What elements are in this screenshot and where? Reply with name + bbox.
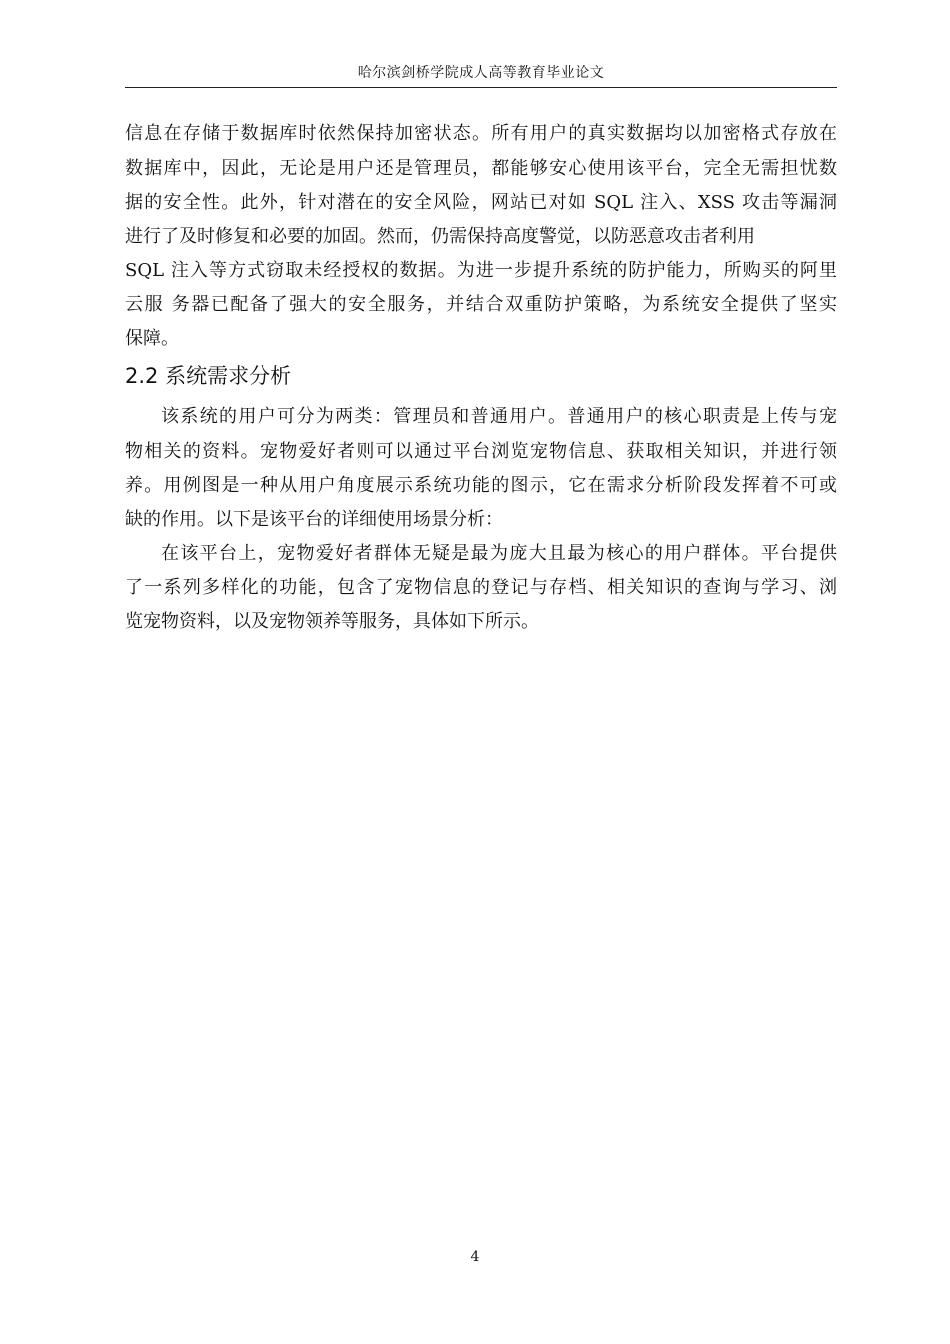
- para1-line-2: 物相关的资料。宠物爱好者则可以通过平台浏览宠物信息、获取相关知识，并进行领: [125, 441, 837, 462]
- para1-line-3: 养。用例图是一种从用户角度展示系统功能的图示，它在需求分析阶段发挥着不可或: [125, 475, 837, 496]
- intro-line-7: 保障。: [125, 328, 179, 349]
- intro-line-6: 云服 务器已配备了强大的安全服务，并结合双重防护策略，为系统安全提供了坚实: [125, 294, 837, 315]
- para1-line-4: 缺的作用。以下是该平台的详细使用场景分析：: [125, 509, 503, 530]
- para2-line-3: 览宠物资料，以及宠物领养等服务，具体如下所示。: [125, 611, 539, 632]
- intro-line-3: 据的安全性。此外，针对潜在的安全风险，网站已对如 SQL 注入、XSS 攻击等漏洞: [125, 192, 837, 213]
- para2-line-2: 了一系列多样化的功能，包含了宠物信息的登记与存档、相关知识的查询与学习、浏: [125, 577, 837, 598]
- intro-line-2: 数据库中，因此，无论是用户还是管理员，都能够安心使用该平台，完全无需担忧数: [125, 158, 837, 179]
- intro-line-5: SQL 注入等方式窃取未经授权的数据。为进一步提升系统的防护能力，所购买的阿里: [125, 260, 837, 281]
- page-header-title: 哈尔滨剑桥学院成人高等教育毕业论文: [357, 65, 605, 81]
- para1-line-1: 该系统的用户可分为两类：管理员和普通用户。普通用户的核心职责是上传与宠: [161, 406, 837, 427]
- intro-line-1: 信息在存储于数据库时依然保持加密状态。所有用户的真实数据均以加密格式存放在: [125, 123, 837, 144]
- header-divider: [125, 87, 837, 88]
- para2-line-1: 在该平台上，宠物爱好者群体无疑是最为庞大且最为核心的用户群体。平台提供: [161, 543, 837, 564]
- intro-line-4: 进行了及时修复和必要的加固。然而，仍需保持高度警觉，以防恶意攻击者利用: [125, 226, 755, 247]
- page-number: 4: [470, 1249, 480, 1265]
- section-heading: 2.2 系统需求分析: [125, 364, 292, 388]
